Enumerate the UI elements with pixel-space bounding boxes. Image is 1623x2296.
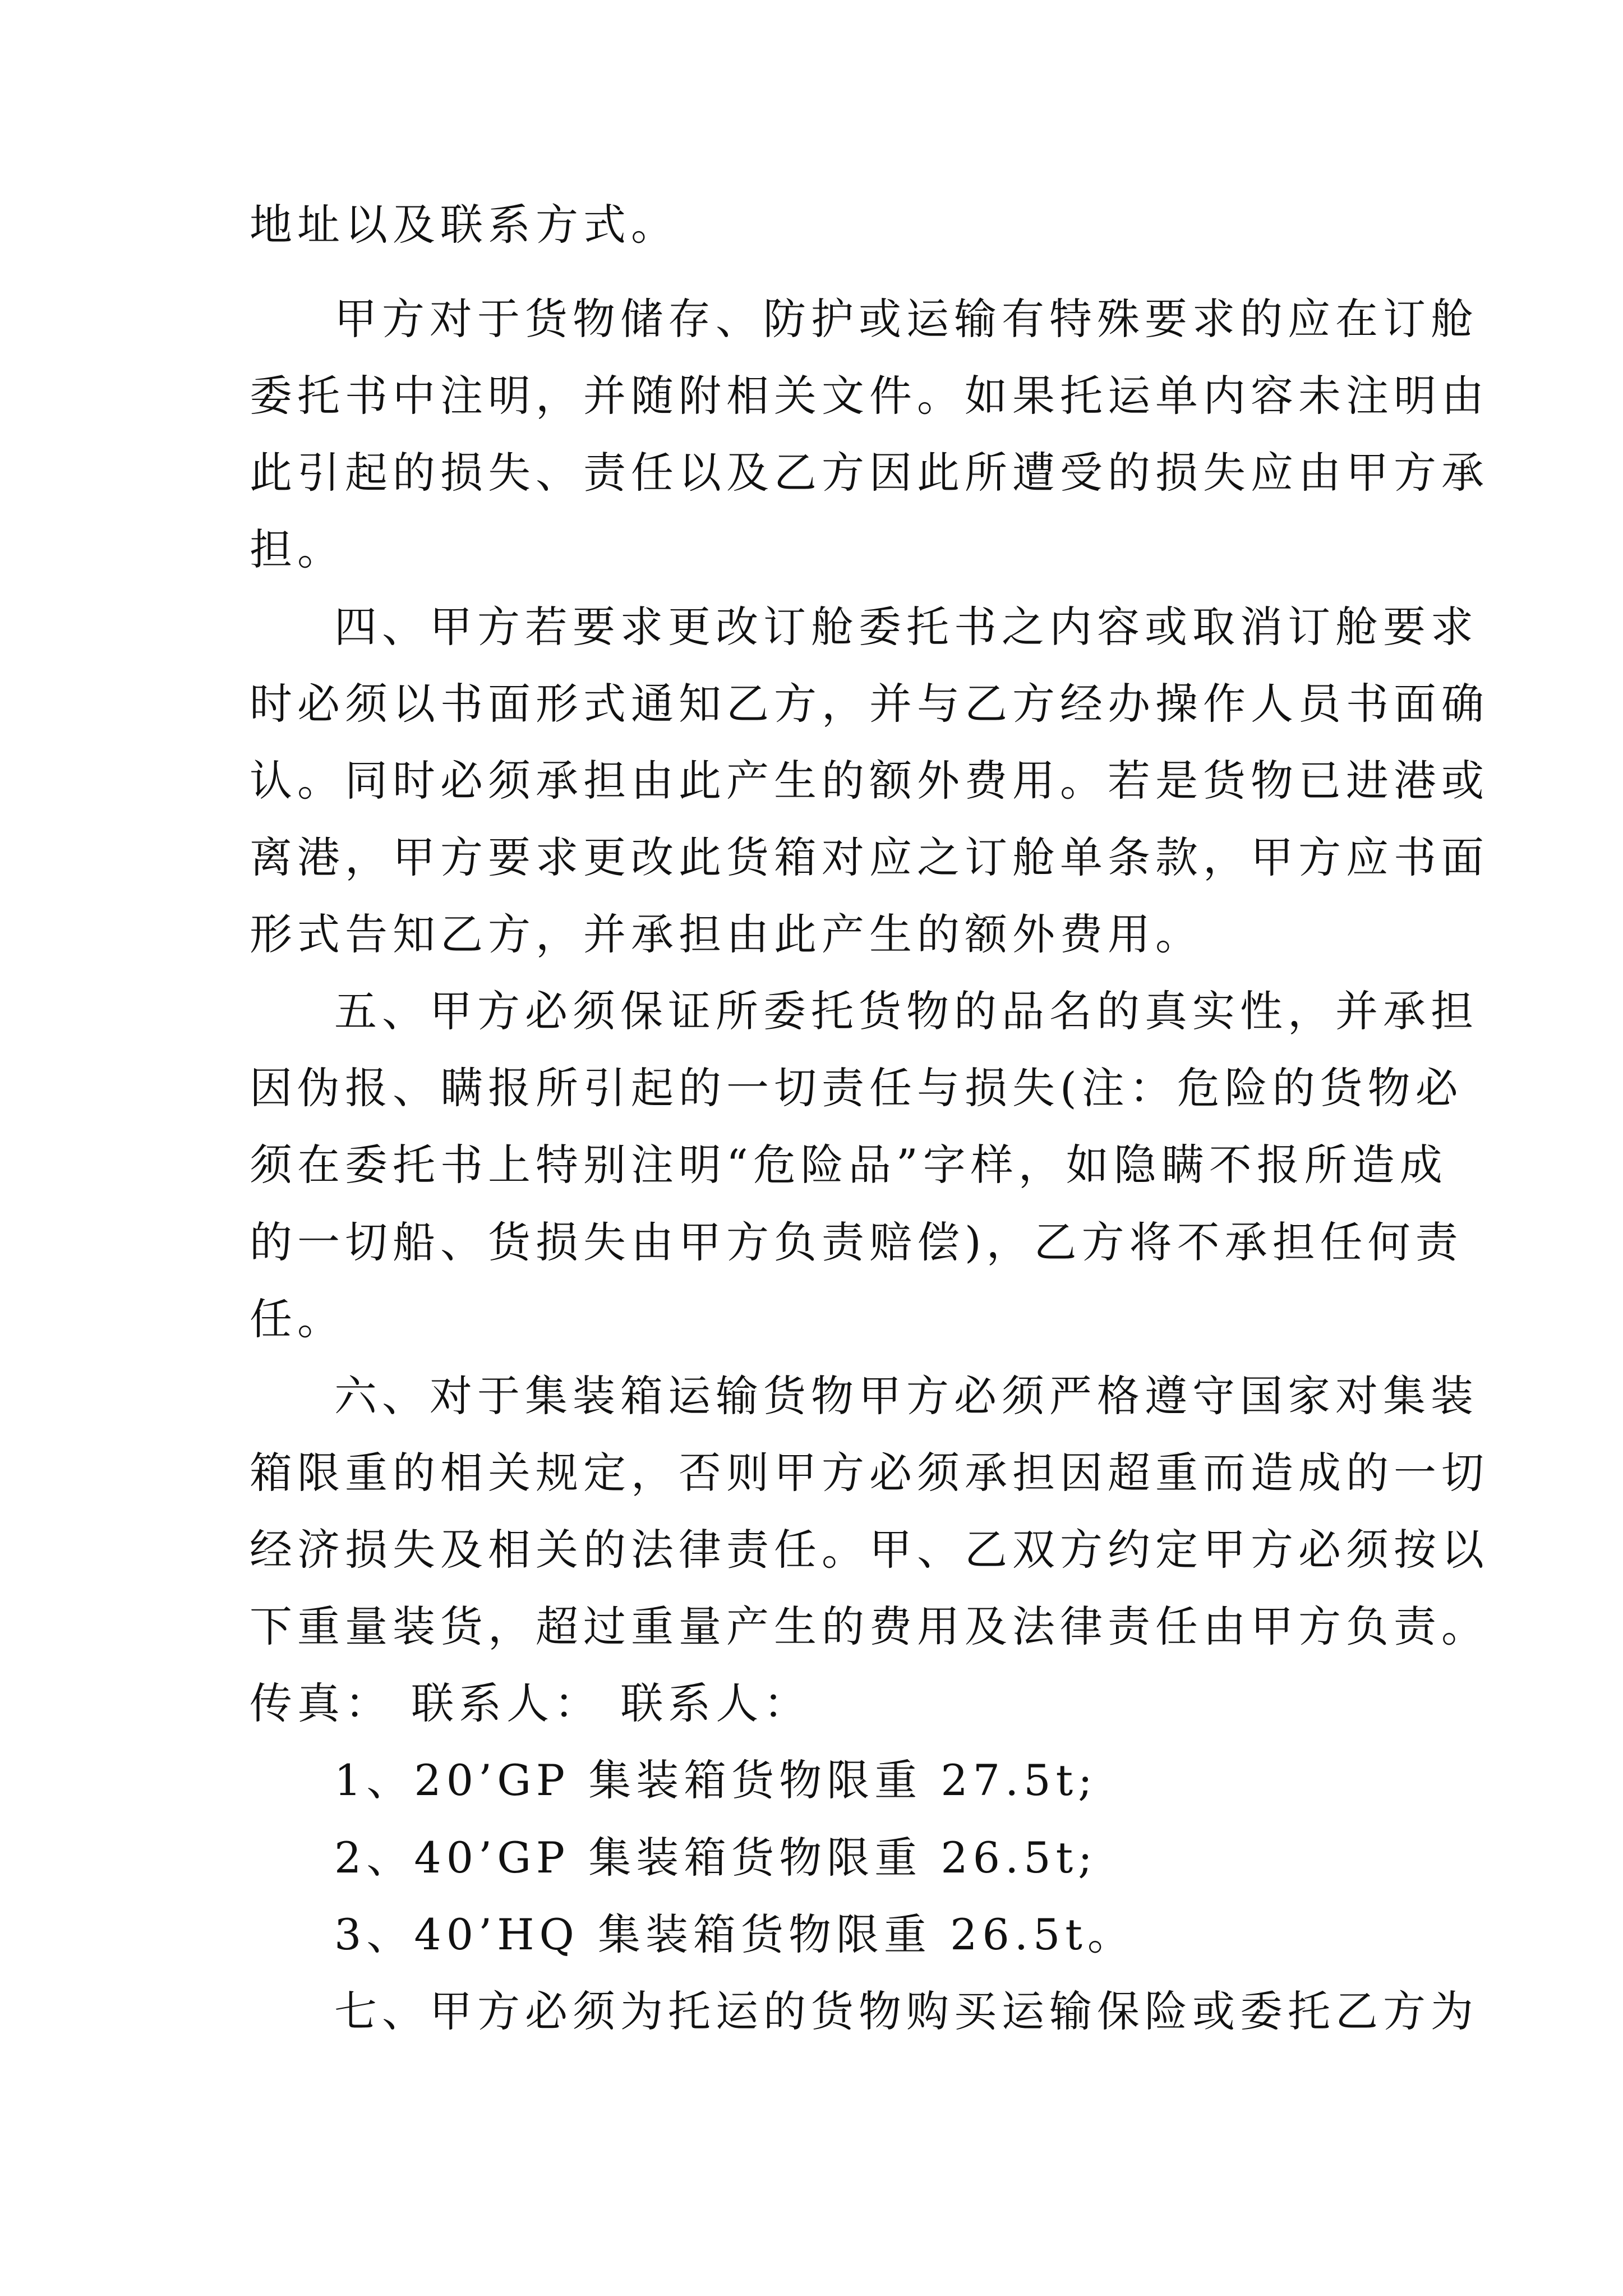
text-line: 此引起的损失、责任以及乙方因此所遭受的损失应由甲方承	[250, 448, 1489, 498]
text-line: 委托书中注明，并随附相关文件。如果托运单内容未注明由	[250, 371, 1489, 421]
weight-limit-item: 1、20’GP 集装箱货物限重 27.5t;	[334, 1755, 1098, 1805]
contact-line: 传真： 联系人： 联系人：	[250, 1678, 811, 1728]
text-line: 经济损失及相关的法律责任。甲、乙双方约定甲方必须按以	[250, 1525, 1489, 1575]
text-line: 下重量装货，超过重量产生的费用及法律责任由甲方负责。	[250, 1602, 1489, 1651]
text-line: 任。	[250, 1294, 345, 1344]
text-line: 时必须以书面形式通知乙方，并与乙方经办操作人员书面确	[250, 679, 1489, 729]
paragraph-start-line: 五、甲方必须保证所委托货物的品名的真实性，并承担	[334, 986, 1478, 1036]
text-line: 形式告知乙方，并承担由此产生的额外费用。	[250, 909, 1203, 959]
paragraph-start-line: 六、对于集装箱运输货物甲方必须严格遵守国家对集装	[334, 1371, 1478, 1421]
paragraph-start-line: 七、甲方必须为托运的货物购买运输保险或委托乙方为	[334, 1986, 1478, 2036]
text-line: 须在委托书上特别注明“危险品”字样，如隐瞒不报所造成	[250, 1140, 1447, 1190]
paragraph-start-line: 甲方对于货物储存、防护或运输有特殊要求的应在订舱	[334, 294, 1478, 344]
paragraph-start-line: 四、甲方若要求更改订舱委托书之内容或取消订舱要求	[334, 602, 1478, 652]
text-line: 因伪报、瞒报所引起的一切责任与损失(注：危险的货物必	[250, 1063, 1463, 1113]
text-line: 担。	[250, 524, 345, 574]
weight-limit-item: 2、40’GP 集装箱货物限重 26.5t;	[334, 1833, 1098, 1883]
text-line: 的一切船、货损失由甲方负责赔偿)，乙方将不承担任何责	[250, 1217, 1463, 1267]
text-line: 离港，甲方要求更改此货箱对应之订舱单条款，甲方应书面	[250, 832, 1489, 882]
text-line: 箱限重的相关规定，否则甲方必须承担因超重而造成的一切	[250, 1448, 1489, 1498]
text-line: 认。同时必须承担由此产生的额外费用。若是货物已进港或	[250, 756, 1489, 806]
text-line: 地址以及联系方式。	[250, 200, 679, 250]
weight-limit-item: 3、40’HQ 集装箱货物限重 26.5t。	[334, 1910, 1135, 1959]
